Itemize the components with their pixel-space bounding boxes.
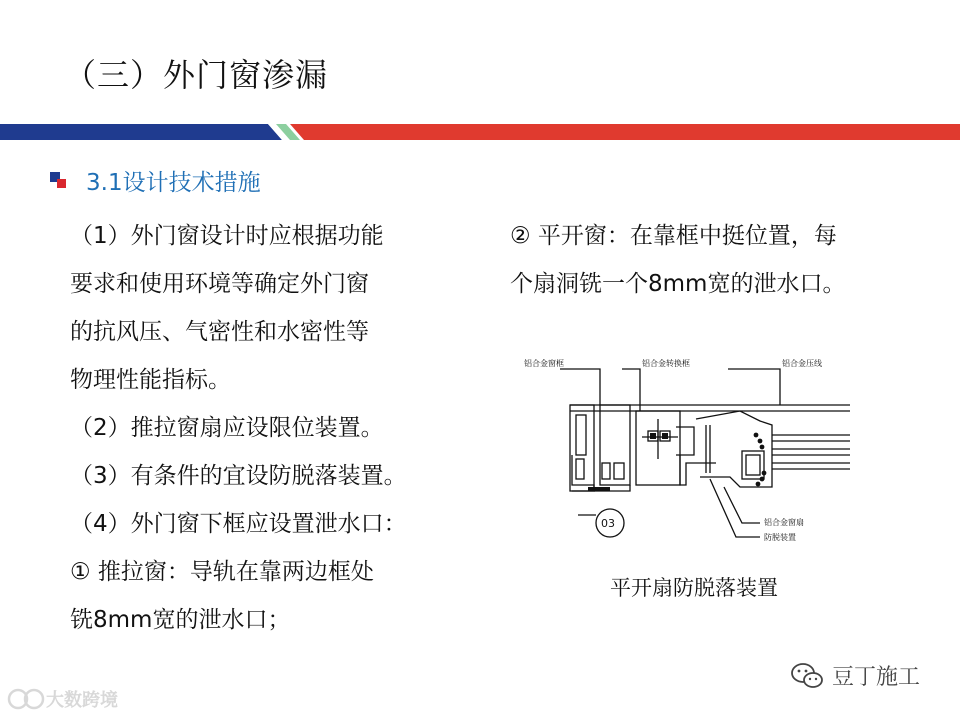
logo-icon [6,687,46,711]
watermark-right [790,660,920,691]
diagram-caption: 平开扇防脱落装置 [610,576,778,600]
section-title: 3.1设计技术措施 [86,170,261,196]
text-line: （3）有条件的宜设防脱落装置。 [70,463,407,489]
title-divider-stripe [0,124,960,140]
label-sash: 铝合金窗扇 [764,518,804,527]
right-text-column [510,212,930,308]
window-section-diagram [510,355,855,555]
text-line: （4）外门窗下框应设置泄水口： [70,511,407,537]
text-line: （1）外门窗设计时应根据功能 [70,223,384,249]
detail-number: 03 [601,517,615,530]
square-bullet-icon [50,172,68,190]
label-frame: 铝合金窗框 [524,359,564,368]
text-line: 的抗风压、气密性和水密性等 [70,319,369,345]
label-mullion: 铝合金转换框 [642,359,690,368]
label-device: 防脱装置 [764,533,796,542]
text-line: 要求和使用环境等确定外门窗 [70,271,369,297]
watermark-left-text: 大数跨境 [46,690,118,711]
text-line: ② 平开窗：在靠框中挺位置，每 [510,223,837,249]
wechat-icon [790,662,824,690]
text-line: 物理性能指标。 [70,367,231,393]
watermark-right-text: 豆丁施工 [832,665,921,690]
text-line: 铣8mm宽的泄水口； [70,607,291,633]
label-bead: 铝合金压线 [782,359,822,368]
text-line: 个扇洞铣一个8mm宽的泄水口。 [510,271,846,297]
text-line: （2）推拉窗扇应设限位装置。 [70,415,384,441]
section-heading [50,164,261,197]
watermark-left [6,686,118,712]
text-line: ① 推拉窗：导轨在靠两边框处 [70,559,374,585]
slide-title: （三）外门窗渗漏 [64,56,329,94]
left-text-column [70,212,470,644]
